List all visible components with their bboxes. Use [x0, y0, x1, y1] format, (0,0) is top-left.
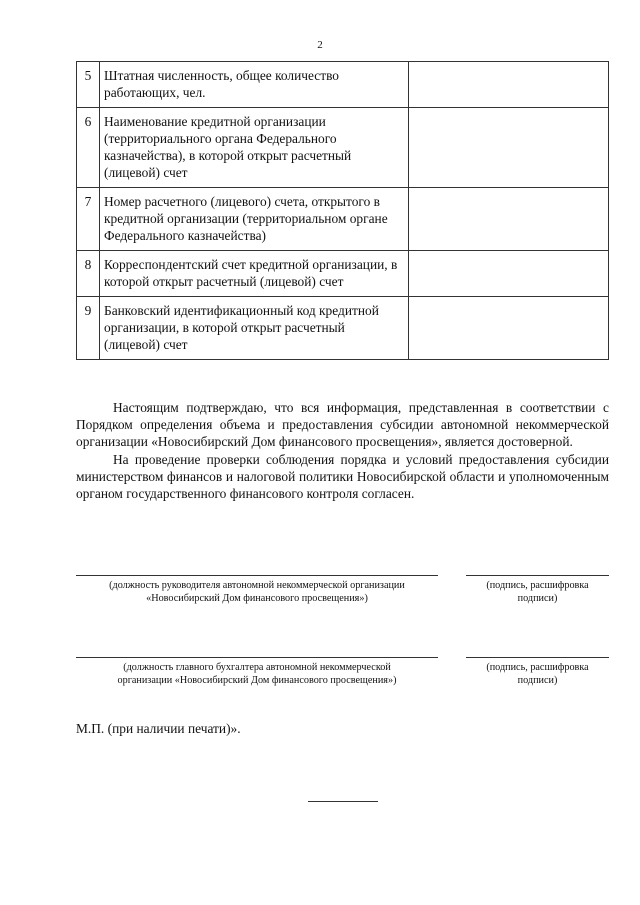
head-signature-block	[76, 575, 609, 615]
head-position-field[interactable]	[76, 575, 438, 605]
confirmation-text	[76, 399, 609, 502]
row-label: Номер расчетного (лицевого) счета, открытого в кредитной организации (территориальном органе Федерального казначейства)	[100, 188, 409, 251]
page-number: 2	[317, 39, 323, 51]
row-value-cell[interactable]	[409, 297, 609, 360]
accountant-position-line	[76, 657, 438, 658]
table-row	[77, 108, 609, 188]
row-label: Корреспондентский счет кредитной организации, в которой открыт расчетный (лицевой) счет	[100, 251, 409, 297]
head-position-caption: (должность руководителя автономной некоммерческой организации «Новосибирский Дом финансового просвещения»)	[109, 580, 405, 604]
head-signature-field[interactable]	[466, 575, 609, 605]
head-position-line	[76, 575, 438, 576]
row-number: 8	[77, 251, 100, 297]
accountant-position-caption: (должность главного бухгалтера автономной некоммерческой организации «Новосибирский Дом финансового просвещения»)	[117, 662, 397, 686]
accountant-signature-caption: (подпись, расшифровка подписи)	[486, 662, 589, 686]
end-of-document-line	[308, 801, 378, 802]
accountant-signature-field[interactable]	[466, 657, 609, 687]
row-label: Наименование кредитной организации (территориального органа Федерального казначейства), в которой открыт расчетный (лицевой) счет	[100, 108, 409, 188]
table-row	[77, 188, 609, 251]
stamp-label: М.П. (при наличии печати)».	[76, 721, 241, 736]
table-row	[77, 62, 609, 108]
table-row	[77, 251, 609, 297]
row-value-cell[interactable]	[409, 108, 609, 188]
row-value-cell[interactable]	[409, 251, 609, 297]
head-signature-line	[466, 575, 609, 576]
table-row	[77, 297, 609, 360]
confirmation-paragraph: Настоящим подтверждаю, что вся информация, представленная в соответствии с Порядком определения объема и предоставления субсидии автономной некоммерческой организации «Новосибирский Дом финансового просвещения», является достоверной.	[76, 400, 609, 450]
accountant-signature-block	[76, 657, 609, 697]
row-label: Банковский идентификационный код кредитной организации, в которой открыт расчетный (лицевой) счет	[100, 297, 409, 360]
row-number: 6	[77, 108, 100, 188]
consent-paragraph: На проведение проверки соблюдения порядка и условий предоставления субсидии министерством финансов и налоговой политики Новосибирской области и уполномоченным органом государственного финансового контроля согласен.	[76, 451, 609, 502]
row-number: 7	[77, 188, 100, 251]
row-label: Штатная численность, общее количество работающих, чел.	[100, 62, 409, 108]
row-number: 9	[77, 297, 100, 360]
accountant-signature-line	[466, 657, 609, 658]
row-number: 5	[77, 62, 100, 108]
row-value-cell[interactable]	[409, 62, 609, 108]
organization-info-table	[76, 61, 609, 360]
head-signature-caption: (подпись, расшифровка подписи)	[486, 580, 589, 604]
row-value-cell[interactable]	[409, 188, 609, 251]
accountant-position-field[interactable]	[76, 657, 438, 687]
